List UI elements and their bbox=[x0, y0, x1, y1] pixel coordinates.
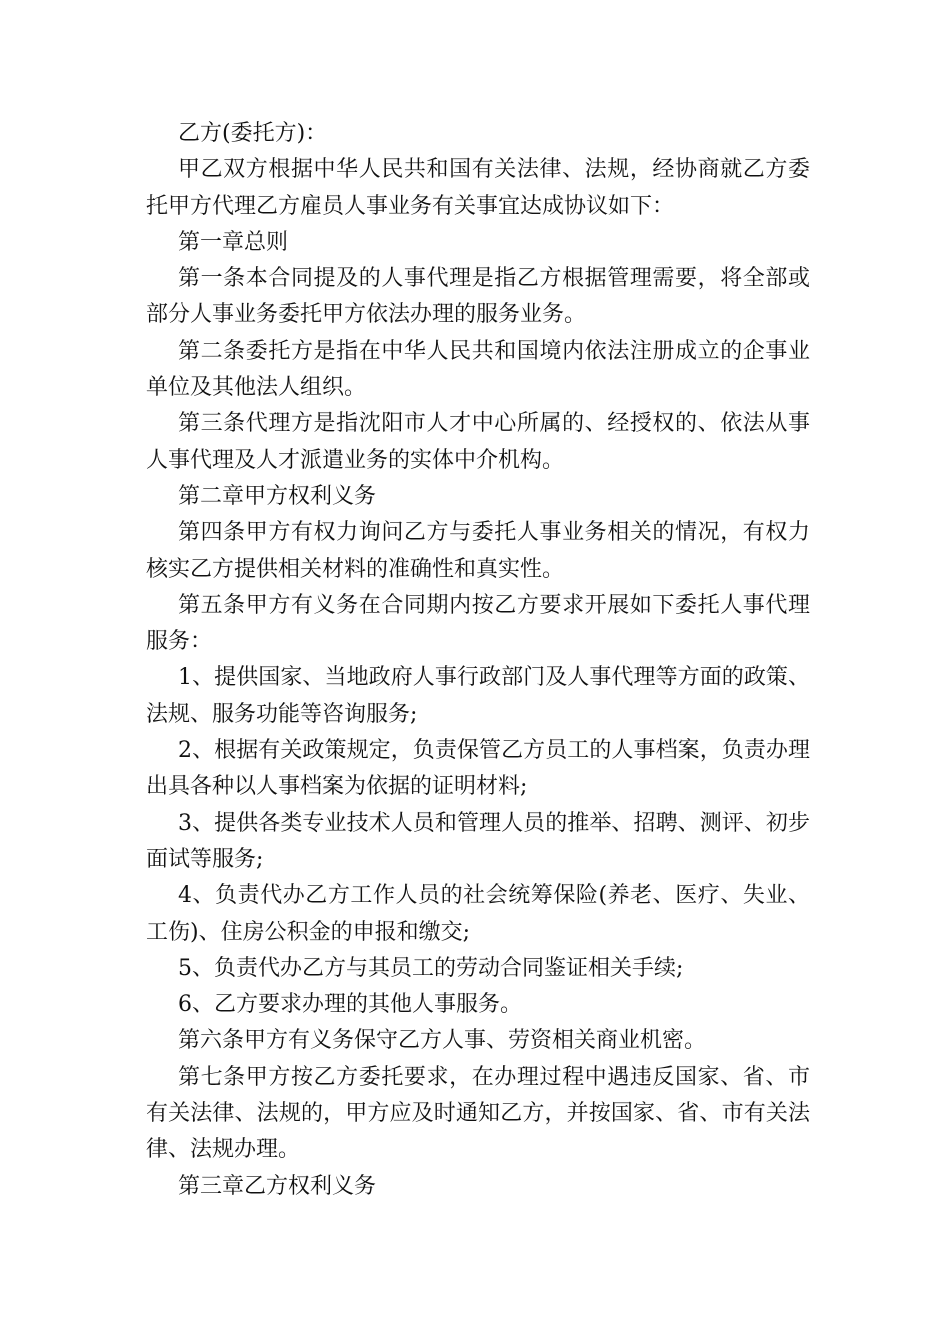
article-2: 第二条委托方是指在中华人民共和国境内依法注册成立的企事业单位及其他法人组织。 bbox=[146, 338, 810, 401]
article-3: 第三条代理方是指沈阳市人才中心所属的、经授权的、依法从事人事代理及人才派遣业务的实体中介机构。 bbox=[146, 411, 810, 473]
article-1: 第一条本合同提及的人事代理是指乙方根据管理需要，将全部或部分人事业务委托甲方依法办理的服务业务。 bbox=[146, 266, 810, 328]
list-item-2: 2、根据有关政策规定，负责保管乙方员工的人事档案，负责办理出具各种以人事档案为依据的证明材料; bbox=[146, 738, 810, 800]
article-7: 第七条甲方按乙方委托要求，在办理过程中遇违反国家、省、市有关法律、法规的，甲方应及时通知乙方，并按国家、省、市有关法律、法规办理。 bbox=[146, 1064, 810, 1163]
list-item-4: 4、负责代办乙方工作人员的社会统筹保险(养老、医疗、失业、工伤)、住房公积金的申报和缴交; bbox=[146, 883, 810, 945]
article-4: 第四条甲方有权力询问乙方与委托人事业务相关的情况，有权力核实乙方提供相关材料的准确性和真实性。 bbox=[146, 520, 810, 582]
document-body bbox=[146, 116, 810, 1205]
chapter-heading-3: 第三章乙方权利义务 bbox=[178, 1173, 377, 1199]
article-5: 第五条甲方有义务在合同期内按乙方要求开展如下委托人事代理服务： bbox=[146, 592, 810, 655]
chapter-heading-1: 第一章总则 bbox=[178, 229, 289, 255]
paragraph-party-b: 乙方(委托方)： bbox=[178, 121, 328, 146]
list-item-5: 5、负责代办乙方与其员工的劳动合同鉴证相关手续; bbox=[178, 955, 684, 981]
list-item-1: 1、提供国家、当地政府人事行政部门及人事代理等方面的政策、法规、服务功能等咨询服务; bbox=[146, 665, 810, 727]
paragraph-preamble: 甲乙双方根据中华人民共和国有关法律、法规，经协商就乙方委托甲方代理乙方雇员人事业务有关事宜达成协议如下： bbox=[146, 157, 810, 219]
list-item-6: 6、乙方要求办理的其他人事服务。 bbox=[178, 992, 522, 1018]
article-6: 第六条甲方有义务保守乙方人事、劳资相关商业机密。 bbox=[178, 1028, 707, 1054]
list-item-3: 3、提供各类专业技术人员和管理人员的推举、招聘、测评、初步面试等服务; bbox=[146, 810, 810, 872]
chapter-heading-2: 第二章甲方权利义务 bbox=[178, 483, 377, 509]
